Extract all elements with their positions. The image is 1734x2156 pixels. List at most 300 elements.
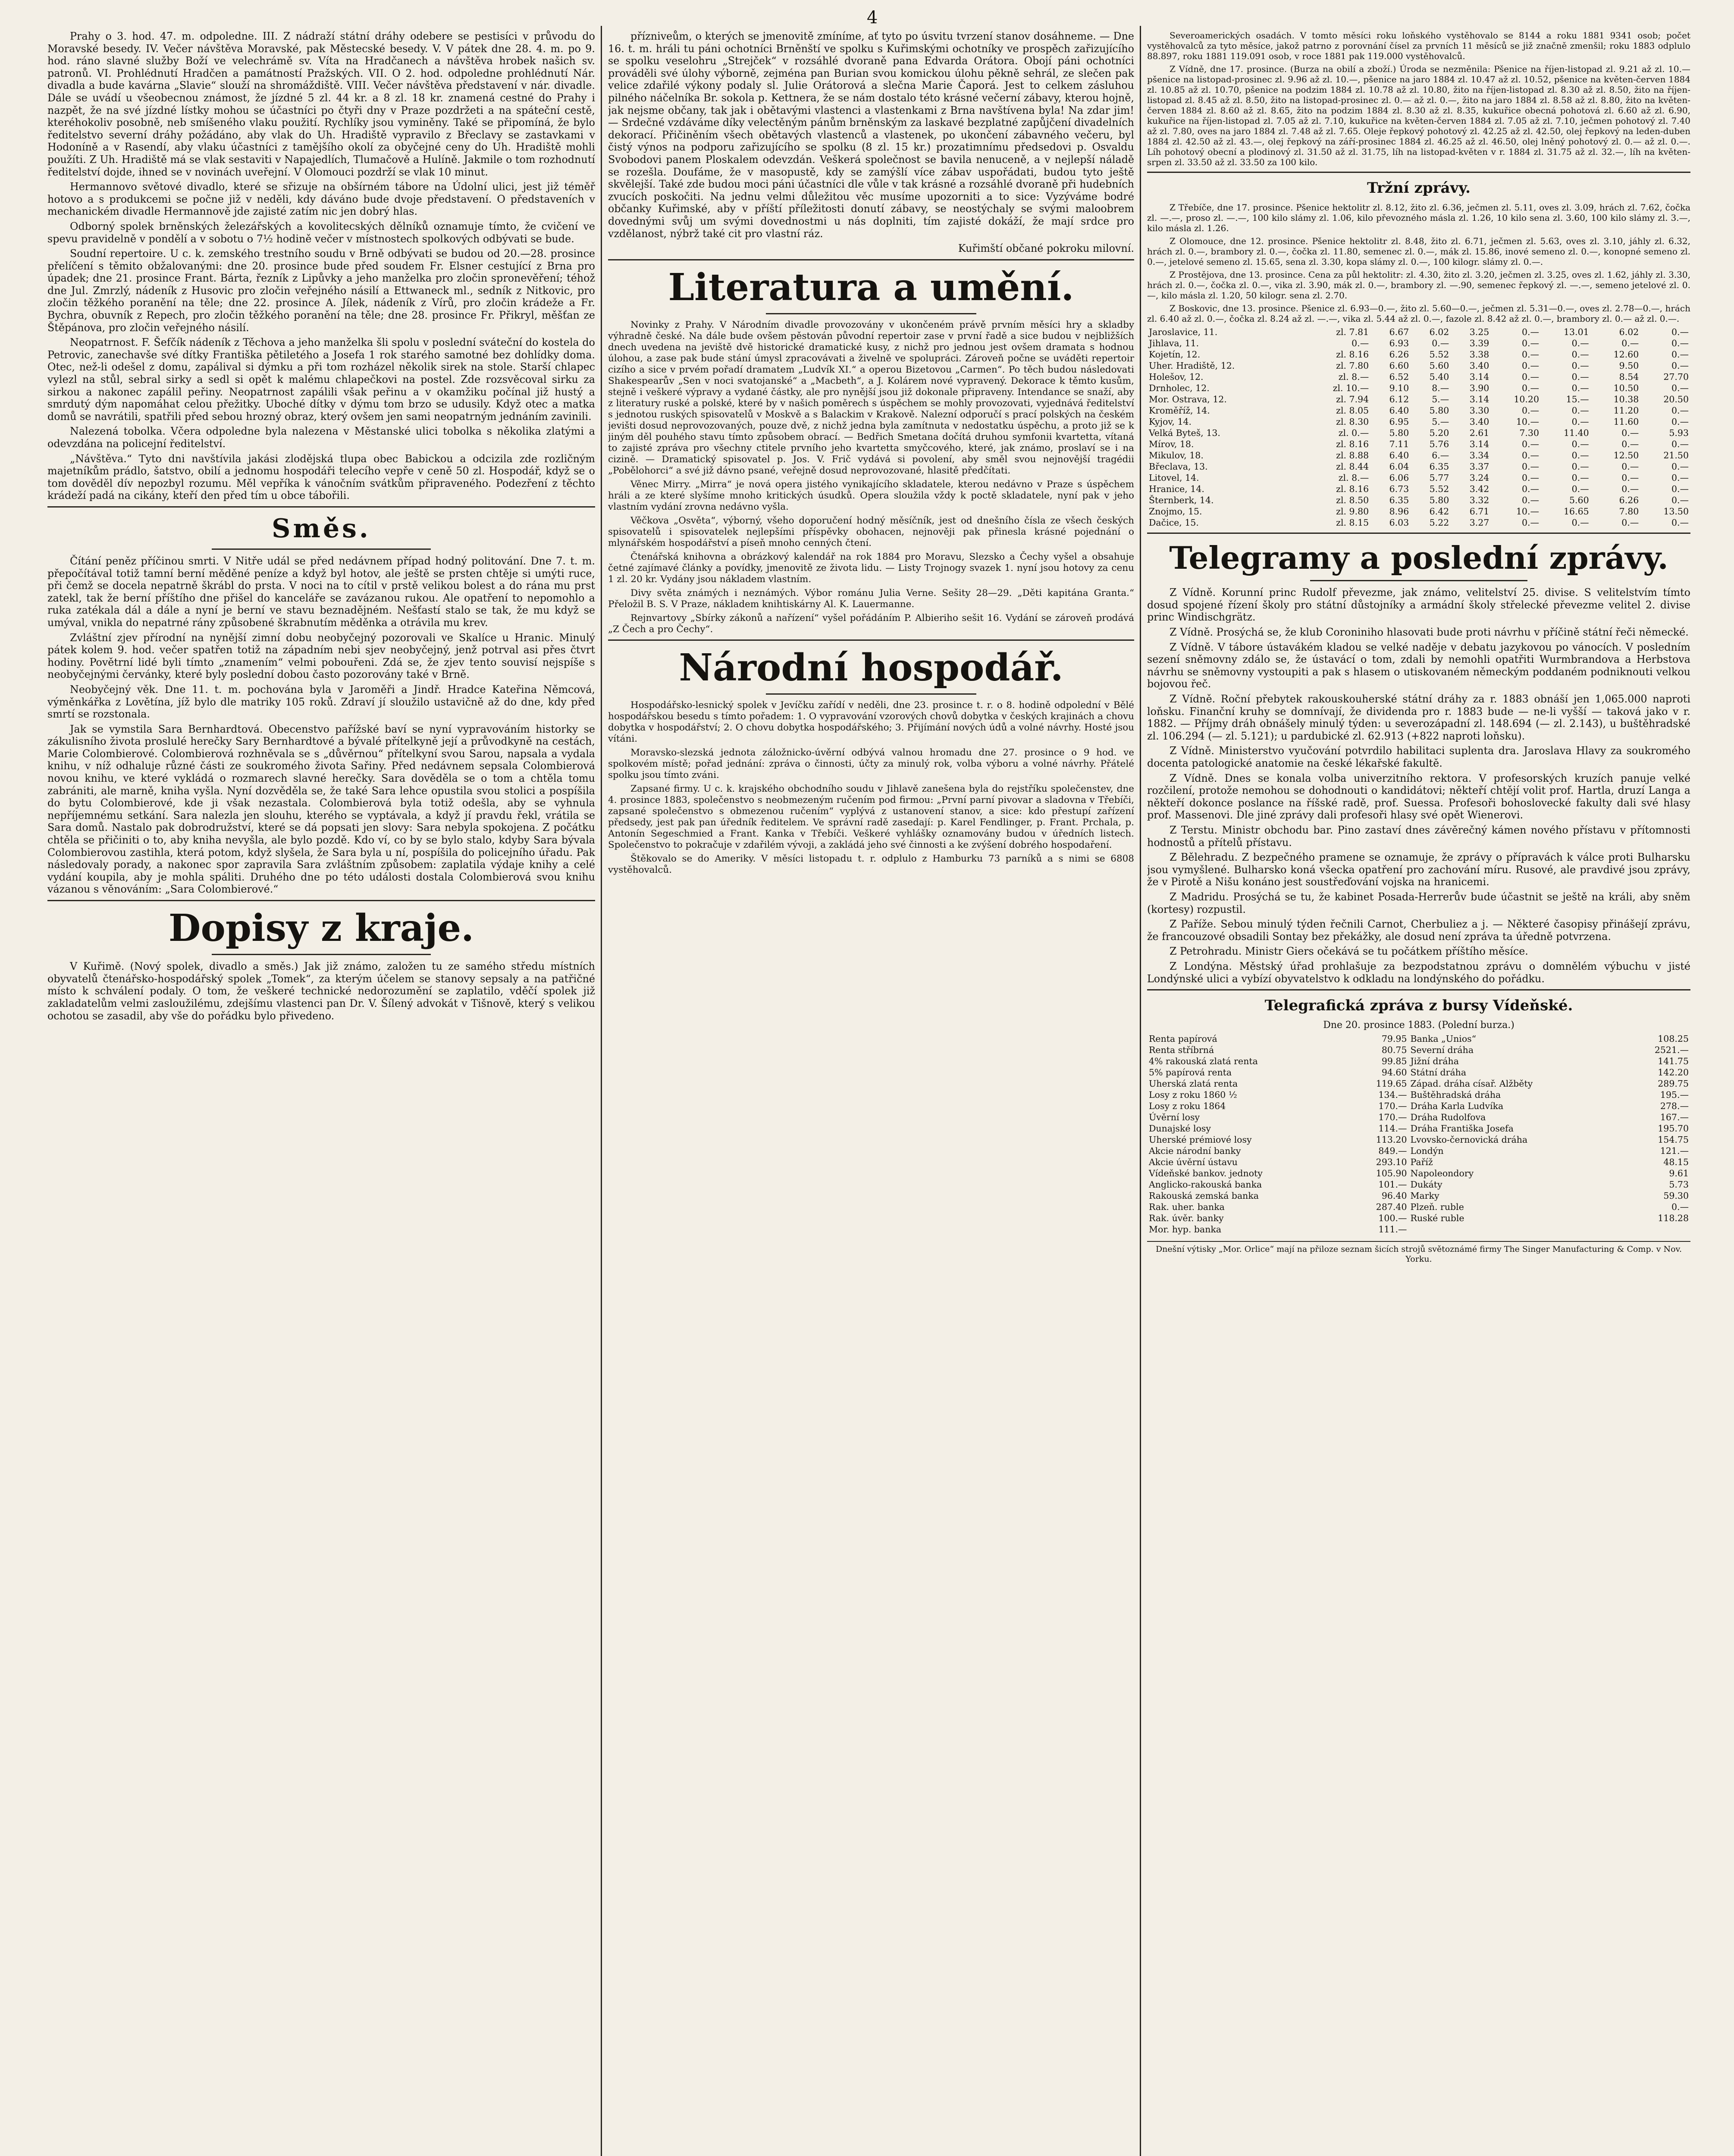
table-cell: 0.— xyxy=(1571,405,1589,416)
table-cell: Rak. uher. banka xyxy=(1149,1201,1225,1212)
table-cell: Akcie úvěrní ústavu xyxy=(1149,1156,1238,1167)
table-cell: 6.02 xyxy=(1619,326,1639,337)
table-cell: Ruské ruble xyxy=(1410,1213,1464,1223)
table-cell: 0.— xyxy=(1571,472,1589,483)
table-cell: 0.— xyxy=(1571,371,1589,382)
table-cell: 10.20 xyxy=(1514,394,1539,404)
paragraph: Z Vídně. Roční přebytek rakouskouherské státní dráhy za r. 1883 obnáší jen 1,065.000 naproti loňsku. Finanční kruhy se domnívají, že dividenda pro r. 1883 bude — ne-li vyšší — taková jako v r. 1882. — Příjmy dráh obnášely minulý týden: u severozápadní zl. 148.694 (— zl. 2.143), u buštěhradské zl. 106.294 (— zl. 5.121); u pardubické zl. 62.913 (+822 naproti loňsku). xyxy=(1147,693,1690,742)
column-rule xyxy=(601,26,602,2156)
table-row xyxy=(1147,1100,1690,1112)
page-mark: 4 xyxy=(867,8,878,28)
table-cell: 6.52 xyxy=(1389,371,1409,382)
table-cell: zl. 9.80 xyxy=(1336,506,1369,517)
table-cell: 0.— xyxy=(1671,338,1689,348)
table-row xyxy=(1147,1112,1690,1123)
table-cell: zl. 8.16 xyxy=(1336,483,1369,494)
table-cell: 0.— xyxy=(1521,371,1539,382)
table-cell: Rak. úvěr. banky xyxy=(1149,1213,1224,1223)
table-cell: 80.75 xyxy=(1381,1044,1407,1055)
table-cell: 195.70 xyxy=(1658,1123,1689,1134)
table-row xyxy=(1147,506,1690,517)
table-cell: zl. 8.16 xyxy=(1336,349,1369,360)
paragraph: Z Olomouce, dne 12. prosince. Pšenice hektolitr zl. 8.48, žito zl. 6.71, ječmen zl. 5.63, oves zl. 3.10, jáhly zl. 6.32, hrách zl. 0.—, brambory zl. 0.—, čočka zl. 11.80, semenec zl. 0.—, mák zl. 15.86, inové semeno zl. 0.—, konopné semeno zl. 0.—, jetelové semeno zl. 15.65, sena zl. 3.30, kopa slámy zl. 0.—, 100 kilogr. slámy zl. 0.—. xyxy=(1147,235,1690,267)
table-cell: 6.12 xyxy=(1389,394,1409,404)
table-cell: 94.60 xyxy=(1381,1067,1407,1078)
table-row xyxy=(1147,1056,1690,1067)
table-cell: 3.34 xyxy=(1469,450,1489,461)
table-cell: 5.73 xyxy=(1669,1179,1689,1190)
table-cell: Jižní dráha xyxy=(1410,1056,1459,1066)
table-cell: 6.60 xyxy=(1389,360,1409,371)
table-cell: 3.14 xyxy=(1469,394,1489,404)
table-cell: 0.— xyxy=(1521,349,1539,360)
paragraph: Z Vídně. Dnes se konala volba univerzitního rektora. V profesorských kruzích panuje velké rozčilení, protože nemohou se dohodnouti o kandidátovi; někteří chtějí volit prof. Hartla, druzí Langa a někteří dokonce poslance na říšské radě, prof. Suessa. Profesoři bohoslovecké fakulty dali své hlasy prof. Massenovi. Dle jiné zprávy dali profesoři hlasy své opět Wienerovi. xyxy=(1147,772,1690,821)
paragraph: Čtenářská knihovna a obrázkový kalendář na rok 1884 pro Moravu, Slezsko a Čechy vyšel a obsahuje četné zajímavé články a povídky, jmenovitě ze života lidu. — Listy Trojnogy svazek 1. nyní jsou hotovy za cenu 1 zl. 20 kr. Vydány jsou nákladem vlastním. xyxy=(608,551,1134,585)
table-cell: 3.14 xyxy=(1469,371,1489,382)
table-cell: 119.65 xyxy=(1376,1078,1407,1089)
table-row xyxy=(1147,371,1690,382)
table-row xyxy=(1147,326,1690,338)
paragraph: Nalezená tobolka. Včera odpoledne byla nalezena v Městanské ulici tobolka s několika zlatými a odevzdána na policejní ředitelství. xyxy=(47,425,595,450)
paragraph: Věčkova „Osvěta“, výborný, všeho doporučení hodný měsíčník, jest od dnešního čísla ze všech českých spisovatelů i spisovatelek nejlepšími příspěvky obohacen, nejnověji pak přinesla krásné pojednání o mlynářském hospodářství a píseň mnoho cenných čtení. xyxy=(608,515,1134,548)
table-row xyxy=(1147,1134,1690,1145)
table-cell: 59.30 xyxy=(1663,1190,1689,1201)
table-cell: 0.— xyxy=(1671,349,1689,360)
table-cell: 7.11 xyxy=(1389,439,1409,449)
table-cell: 287.40 xyxy=(1376,1201,1407,1212)
paragraph: Hermannovo světové divadlo, které se sřizuje na obšírném tábore na Údolní ulici, jest již téměř hotovo a s produkcemi se počne již v neděli, kdy dáváno bude dvoje představení. O představeních v mechanickém divadle Hermannově jde zajisté zatím nic jen dobrý hlas. xyxy=(47,181,595,218)
table-cell: 6.67 xyxy=(1389,326,1409,337)
table-cell: 278.— xyxy=(1660,1100,1689,1111)
table-cell: 3.32 xyxy=(1469,495,1489,505)
table-cell: 0.— xyxy=(1521,382,1539,393)
table-cell: 5.52 xyxy=(1429,349,1449,360)
table-cell: Mor. Ostrava, 12. xyxy=(1149,394,1227,404)
col2-literatura xyxy=(608,320,1134,635)
table-cell: zl. 8.30 xyxy=(1336,416,1369,427)
divider xyxy=(766,313,976,314)
table-cell: 5.40 xyxy=(1429,371,1449,382)
table-row xyxy=(1147,1145,1690,1156)
market-price-table xyxy=(1147,326,1690,528)
table-cell: Hranice, 14. xyxy=(1149,483,1204,494)
table-cell: Západ. dráha císař. Alžběty xyxy=(1410,1078,1533,1089)
table-cell: 0.— xyxy=(1671,416,1689,427)
paragraph: Soudní repertoire. U c. k. zemského trestního soudu v Brně odbývati se budou od 20.—28. prosince přelíčení s těmito obžalovanými: dne 20. prosince bude před soudem Fr. Elsner cestující z Brna pro úpadek; dne 21. prosince Frant. Bárta, řezník z Lipůvky a jeho manželka pro zločin spronevěření; téhož dne Jul. Zmrzlý, nádeník z Husovic pro zločin veřejného násilí a Ettwaneck ml., sedník z Nitkovic, pro zločin těžkého poranění na těle; dne 22. prosince A. Jílek, nádeník z Vírů, pro zločin krádeže a Fr. Bychra, obuvník z Repech, pro zločin těžkého poranění na těle; dne 28. prosince Fr. Přikryl, měšťan ze Štěpánova, pro zločin veřejného násilí. xyxy=(47,248,595,334)
table-cell: 6.35 xyxy=(1389,495,1409,505)
table-row xyxy=(1147,405,1690,416)
table-cell: 0.— xyxy=(1571,450,1589,461)
table-cell: 5.80 xyxy=(1429,495,1449,505)
signature-line: Kuřimští občané pokroku milovní. xyxy=(958,242,1134,255)
table-cell: 0.— xyxy=(1621,338,1639,348)
table-row xyxy=(1147,1067,1690,1078)
paragraph: Z Třebíče, dne 17. prosince. Pšenice hektolitr zl. 8.12, žito zl. 6.36, ječmen zl. 5.11, oves zl. 3.09, hrách zl. 7.62, čočka zl. —.—, proso zl. —.—, 100 kilo slámy zl. 1.06, kilo převozného másla zl. 1.26, 10 kilo sena zl. 3.60, 100 kilo slámy zl. 3.—, kilo másla zl. 1.26. xyxy=(1147,202,1690,233)
table-cell: 11.40 xyxy=(1563,427,1589,438)
divider xyxy=(47,506,595,508)
table-cell: zl. 7.94 xyxy=(1336,394,1369,404)
table-cell: 0.— xyxy=(1521,450,1539,461)
paragraph: Z Prostějova, dne 13. prosince. Cena za půl hektolitr: zl. 4.30, žito zl. 3.20, ječmen zl. 3.25, oves zl. 1.62, jáhly zl. 3.30, hrách zl. 0.—, čočka zl. 0.—, vika zl. 3.90, mák zl. 0.—, brambory zl. —.90, semenec řepkový zl. —.—, semeno jetelové zl. 0.—, kilo másla zl. 1.20, 50 kilogr. sena zl. 2.70. xyxy=(1147,269,1690,301)
table-cell: Plzeň. ruble xyxy=(1410,1201,1464,1212)
table-cell: 0.— xyxy=(1621,472,1639,483)
table-cell: Dráha Karla Ludvíka xyxy=(1410,1100,1504,1111)
divider xyxy=(212,954,431,955)
table-cell: Renta papírová xyxy=(1149,1033,1217,1044)
table-cell: 100.— xyxy=(1378,1213,1407,1223)
table-cell: Uher. Hradiště, 12. xyxy=(1149,360,1235,371)
table-cell: 6.71 xyxy=(1469,506,1489,517)
table-cell: 79.95 xyxy=(1381,1033,1407,1044)
table-cell: Dunajské losy xyxy=(1149,1123,1211,1134)
col3-top xyxy=(1147,30,1690,167)
table-cell: Drnholec, 12. xyxy=(1149,382,1210,393)
table-cell: 5.60 xyxy=(1569,495,1589,505)
table-cell: 3.14 xyxy=(1469,439,1489,449)
table-cell: 0.— xyxy=(1571,338,1589,348)
table-cell: Rakouská zemská banka xyxy=(1149,1190,1259,1201)
table-cell: zl. 8.— xyxy=(1338,472,1369,483)
table-cell: 96.40 xyxy=(1381,1190,1407,1201)
paragraph: „Návštěva.“ Tyto dni navštívila jakási zlodějská tlupa obec Babickou a odcizila zde rozličným majetníkům prádlo, šatstvo, obilí a jednomu hospodáři telecího vepře v ceně 50 zl. Hospodář, když se o tom dověděl dív nepozbyl rozumu. Měl vepříka k vánočním svátkům připraveného. Podezření z těchto krádeží padá na cikány, kteří den před tím u obce tábořili. xyxy=(47,452,595,502)
table-cell: 111.— xyxy=(1378,1224,1407,1235)
table-row xyxy=(1147,472,1690,483)
table-cell: 6.35 xyxy=(1429,461,1449,472)
table-cell: 3.25 xyxy=(1469,326,1489,337)
table-cell: 12.60 xyxy=(1613,349,1639,360)
table-cell: Anglicko-rakouská banka xyxy=(1149,1179,1262,1190)
table-cell: 0.— xyxy=(1432,338,1449,348)
advertisement-notice: Dnešní výtisky „Mor. Orlice“ mají na přiloze seznam šicích strojů světoznámé firmy The Singer Manufacturing & Comp. v Nov. Yorku. xyxy=(1147,1241,1690,1267)
table-cell: zl. 8.16 xyxy=(1336,439,1369,449)
table-cell: 0.— xyxy=(1521,326,1539,337)
paragraph: Z Bělehradu. Z bezpečného pramene se oznamuje, že zprávy o přípravách k válce proti Bulharsku jsou vymyšlené. Bulharsko koná všecka opatření pro zachování míru. Rusové, ale pravdivé jsou zprávy, že v Pirotě a Nišu konáno jest soustřeďování vojska na hranicemi. xyxy=(1147,851,1690,888)
column-1 xyxy=(47,30,595,2156)
divider xyxy=(608,259,1134,260)
paragraph: Neopatrnost. F. Šefčík nádeník z Těchova a jeho manželka šli spolu v poslední sváteční do kostela do Petrovic, zanechavše své dítky Františka pětiletého a Josefa 1 rok starého samotné bez dohlídky doma. Otec, než-li odešel z domu, zapálival si dýmku a při tom rozházel několik sirek na stole. Starší chlapec vylezl na stůl, sebral sirky a sedl si opět k malému chlapečkovi na postel. Zde rozsvěcoval sirku za sirkou a nakonec zapálil peřiny. Neopatrnost zapálili však peřinu a v okamžiku počínal již hustý a smrdutý dým napomáhat celou přežitky. Uboché dítky v dýmu tom brzo se udusily. Když otec a matka domů se navrátili, spatřili před sebou hrozný obraz, který ovšem jen sami neopatrným jednáním zavinili. xyxy=(47,336,595,423)
table-cell: Lvovsko-černovická dráha xyxy=(1410,1134,1528,1145)
table-cell: 8.96 xyxy=(1389,506,1409,517)
table-cell: 118.28 xyxy=(1658,1213,1689,1223)
section-heading-dopisy: Dopisy z kraje. xyxy=(168,906,474,950)
table-row xyxy=(1147,1168,1690,1179)
table-cell: 10.38 xyxy=(1613,394,1639,404)
paragraph: Štěkovalo se do Ameriky. V měsíci listopadu t. r. odplulo z Hamburku 73 parníků a s nimi se 6808 vystěhovalců. xyxy=(608,853,1134,876)
table-cell: Vídeňské bankov. jednoty xyxy=(1149,1168,1263,1178)
table-cell: 0.— xyxy=(1671,483,1689,494)
table-cell: 8.54 xyxy=(1619,371,1639,382)
table-cell: 0.— xyxy=(1571,517,1589,528)
table-row xyxy=(1147,338,1690,349)
table-cell: 0.— xyxy=(1521,439,1539,449)
table-cell: Banka „Unios“ xyxy=(1410,1033,1477,1044)
table-cell: zl. 8.— xyxy=(1338,371,1369,382)
table-cell: Mikulov, 18. xyxy=(1149,450,1204,461)
table-cell: 3.30 xyxy=(1469,405,1489,416)
table-cell: 0.— xyxy=(1521,517,1539,528)
table-cell: 167.— xyxy=(1660,1112,1689,1122)
table-cell: 99.85 xyxy=(1381,1056,1407,1066)
table-row xyxy=(1147,1201,1690,1213)
table-cell: Kyjov, 14. xyxy=(1149,416,1192,427)
paragraph: Divy světa známých i neznámých. Výbor románu Julia Verne. Sešity 28—29. „Děti kapitána Granta.“ Přeložil B. S. V Praze, nákladem knihtiskárny Al. K. Lauermanne. xyxy=(608,587,1134,610)
table-cell: Kroměříž, 14. xyxy=(1149,405,1210,416)
table-cell: Jihlava, 11. xyxy=(1149,338,1199,348)
table-cell: zl. 8.44 xyxy=(1336,461,1369,472)
table-row xyxy=(1147,382,1690,394)
table-cell: Státní dráha xyxy=(1410,1067,1467,1078)
table-cell: 5.— xyxy=(1432,394,1449,404)
table-cell: 5.80 xyxy=(1429,405,1449,416)
col1-news xyxy=(47,30,595,502)
table-row xyxy=(1147,349,1690,360)
table-cell: 293.10 xyxy=(1376,1156,1407,1167)
paragraph: Severoamerických osadách. V tomto měsíci roku loňského vystěhovalo se 8144 a roku 1881 9341 osob; počet vystěhovalců za tyto měsíce, jakož patrno z porovnání čísel za prvních 11 měsíců se již značně zmenšil; roku 1883 odplulo 88.897, roku 1881 119.091 osob, v roce 1881 pak 119.000 vystěhovalců. xyxy=(1147,30,1690,61)
table-cell: Uherská zlatá renta xyxy=(1149,1078,1238,1089)
table-cell: zl. 8.50 xyxy=(1336,495,1369,505)
table-cell: 0.— xyxy=(1521,360,1539,371)
table-cell: 3.40 xyxy=(1469,360,1489,371)
table-cell: 0.— xyxy=(1571,483,1589,494)
table-cell: 5.77 xyxy=(1429,472,1449,483)
table-cell: 0.— xyxy=(1671,495,1689,505)
table-cell: Napoleondory xyxy=(1410,1168,1474,1178)
table-cell: 27.70 xyxy=(1663,371,1689,382)
table-cell: 5.93 xyxy=(1669,427,1689,438)
table-cell: 0.— xyxy=(1571,439,1589,449)
paragraph: přízniveům, o kterých se jmenovitě zmíníme, ať tyto po úsvitu tvrzení stanov dosáhneme. — Dne 16. t. m. hráli tu páni ochotníci Brněnští ve spolku s Kuřimskými ochotníky ve prospěch zařizujícího se spolku veselohru „Strejček“ v rozsáhlé dvoraně pana Edvarda Orátora. Obojí páni ochotníci prováděli své úlohy výborně, zejména pan Burian svou komickou úlohu pěkně sehrál, ze slečen pak velice zdařilé výkony podaly sl. Julie Orátorová a slečna Marie Čaporá. Jest to celkem zásluhou pilného náčelníka Br. sokola p. Kettnera, že se nám dostalo této krásné večerní zábavy, kterou hojně, jak nejsme občany, tak jak i obětavými vlastenci a vlastenkami z Brna navštívena byla! Na zdar jim! — Srdečné vzdáváme díky velectěným pánům brněnským za laskavé bezplatné zapůjčení divadelních dekorací. Přičiněním všech obětavých vlastenců a vlastenek, po ukončení zábavného večeru, byl čistý výnos na podporu zařizujícího se spolku (8 zl. 15 kr.) prozatimnímu předsedovi p. Osvaldu Svobodovi panem Ploskalem odevzdán. Veškerá společnost se bavila nenuceně, a v nejlepší náladě se rozešla. Doufáme, že v masopustě, kdy se zamýšlí více zábav uspořádati, budou tyto ještě skvělejší. Také zde budou moci páni účastníci dle vůle v tak krásné a rozsáhlé dvoraně při hudebních zvucích poskočiti. Na jednu velmi důležitou věc musíme upozorniti a to sice: Vyzýváme bodré občanky Kuřimské, aby v příští příležitosti donutí zábavy, se neostýchaly se svými maloobrem dovednými svůj um svými dovednostmi u nás doplniti, tím zajisté dokáží, že mají srdce pro vzdělanost, nýbrž také cit pro vlastní ráz. xyxy=(608,30,1134,240)
table-cell: 170.— xyxy=(1378,1100,1407,1111)
paragraph: Z Paříže. Sebou minulý týden řečnili Carnot, Cherbuliez a j. — Některé časopisy přinášejí zprávu, že francouzové obsadili Sontay bez překážky, ale dosud není zpráva ta úředně potvrzena. xyxy=(1147,918,1690,943)
table-cell: 13.50 xyxy=(1663,506,1689,517)
table-row xyxy=(1147,1190,1690,1201)
paragraph: Z Boskovic, dne 13. prosince. Pšenice zl. 6.93—0.—, žito zl. 5.60—0.—, ječmen zl. 5.31—0.—, oves zl. 2.78—0.—, hrách zl. 6.40 až zl. 0.—, čočka zl. 8.24 až zl. —.—, vika zl. 5.44 až zl. 0.—, fazole zl. 8.42 až zl. 0.—, brambory zl. 0.— až zl. 0.—. xyxy=(1147,303,1690,324)
paragraph: Z Vídně. Korunní princ Rudolf převezme, jak známo, velitelství 25. divise. S velitelstvím tímto dosud spojené řízení školy pro státní důstojníky a armádní školy střelecké převezme velitel 2. divise princ Windischgrätz. xyxy=(1147,586,1690,624)
table-cell: Londýn xyxy=(1410,1145,1444,1156)
table-cell: 6.04 xyxy=(1389,461,1409,472)
section-heading-telegramy: Telegramy a poslední zprávy. xyxy=(1169,539,1668,576)
table-cell: Znojmo, 15. xyxy=(1149,506,1202,517)
table-row xyxy=(1147,427,1690,439)
paragraph: Čítání peněz příčinou smrti. V Nitře udál se před nedávnem případ hodný politování. Dne 7. t. m. přepočítával totiž tamní berní měděné peníze a když byl hotov, ale ještě se prsten chtěje si umýti ruce, při čemž se docela nepatrně škrábl do prsta. V noci na to cítil v prstě velikou bolest a do rána mu prst zatekl, tak že berní příštího dne přišel do kanceláře se zavázanou rukou. Ale opatření to nepomohlo a ruka zatékala dál a dále a nyní je berní ve stavu beznadějném. Nešťastí stalo se tak, že mu když se umýval, vnikla do nepatrné rány způsobené škrabnutím měděnka a otrávila mu krev. xyxy=(47,555,595,629)
table-row xyxy=(1147,1078,1690,1089)
paragraph: Novinky z Prahy. V Národním divadle provozovány v ukončeném právě prvním měsíci hry a skladby výhradně české. Na dále bude ovšem pěstován původní repertoir zase v první řadě a sice budou v nejbližších dnech uvedena na jeviště dvě historické dramatické kusy, z nichž pro jednou jest ovšem dramata s hodnou úlohou, a zase pak bude stání úmysl zpracovávati a živelně ve spolupráci. Zároveň počne se uváděti repertoir cizího a sice v prvém pořadí dramatem „Ludvík XI.“ a operou Bizetovou „Carmen“. Po těch budou následovati Shakespearův „Sen v noci svatojanské“ a „Macbeth“, a J. Kolárem nové vypravený. Dekorace k těmto kusům, stejně i veškeré výpravy a vydané částky, ale pro nynější jsou již dokonale připraveny. Intendance se snaží, aby z literatury ruské a polské, které by v našich poměrech s úspěchem se mohly provozovati, vyjednává ředitelství s jednotou ruských spisovatelů v Moskvě a s Balackim v Krakově. Nalezní odporučí s prací polských na českém jevišti dosud neprovozovaných, pouze dvě, z nichž jedna byla zamítnuta v nedostatku úspěchu, a proto již se k jiným děl pouhého stavu tímto způsobem obrací. — Bedřich Smetana dočítá druhou symfonii kvartetta, vítaná to zajisté zpráva pro všechny ctitele prvního jeho kvartetta smyčcového, které, jak známo, proslaví se i na cizině. — Dramatický spisovatel p. Jos. V. Frič vydává si povolení, aby směl svou nejnovější tragédii „Pobělohorci“ a své již dávno psané, veřejně dosud neprovozované, hlasitě předčítati. xyxy=(608,319,1134,476)
column-rule xyxy=(1140,26,1141,2156)
paragraph: Z Londýna. Městský úřad prohlašuje za bezpodstatnou zprávu o domnělém výbuchu v jisté Londýnské ulici a vybízí obyvatelstvo k odkladu na londýnského do pořádku. xyxy=(1147,960,1690,985)
table-row xyxy=(1147,1089,1690,1100)
table-cell: 6.73 xyxy=(1389,483,1409,494)
paragraph: Rejnvartovy „Sbírky zákonů a nařízení“ vyšel pořádáním P. Albieriho sešit 16. Vydání se zároveň prodává „Z Čech a pro Čechy“. xyxy=(608,612,1134,635)
table-cell: Dráha Františka Josefa xyxy=(1410,1123,1514,1134)
paragraph: Z Vídně. V tábore ústavákém kladou se velké naděje v debatu jazykovou po vánocích. V posledním sezení sněmovny zdálo se, že ústavácí o tom, zdali by nemohli opatřiti Wurmbrandova a Herbstova návrhu se sněmovny vystoupiti a pak s hlasem o utiskovaném německým poddaném podniknouti velkou bojovou řeč. xyxy=(1147,641,1690,690)
table-cell: 0.— xyxy=(1521,405,1539,416)
table-cell: 20.50 xyxy=(1663,394,1689,404)
table-cell: 3.42 xyxy=(1469,483,1489,494)
paragraph: Odborný spolek brněnských železářských a kovolitecských dělníků oznamuje tímto, že cvičení ve spevu pravidelně v pondělí a v sobotu o 7½ hodině večer v místnostech spolkových odbývati se bude. xyxy=(47,220,595,245)
table-cell: 9.10 xyxy=(1389,382,1409,393)
table-cell: 105.90 xyxy=(1376,1168,1407,1178)
table-cell: 5.76 xyxy=(1429,439,1449,449)
table-cell: 6.26 xyxy=(1619,495,1639,505)
paragraph: Jak se vymstila Sara Bernhardtová. Obecenstvo pařížské baví se nyní vypravováním historky se zákulisního života proslulé herečky Sary Bernhardtové a bývalé přítelkyně její a průvodkyně na cestách, Marie Colombierové. Colombierová rozhněvala se s „důvěrnou“ přítelkyní svou Sarou, napsala a vydala knihu, v níž odhaluje různé části ze soukromého života Sařiny. Před nedávnem sepsala Colombierová novou knihu, ve které vykládá o rozmarech slavné herečky. Sara dověděla se o tom a chtěla tomu zabrániti, ale marně, kniha vyšla. Nyní dozvěděla se, že také Sara lehce opustila svou stolici a pospíšila do bytu Colombierové, kde ji však nezastala. Colombierová byla totiž odešla, aby se vyhnula nepříjemnému setkání. Sara nalezla jen slouhu, kterého se vyptávala, a když jí pravdu řekl, vrátila se Sara domů. Nastalo pak dobrodružství, které se dá popsati jen slovy: Sara nebyla spokojena. Z počátku chtěla se přičiniti o to, aby kniha nevyšla, ale bylo pozdě. Kdo ví, co by se bylo stalo, kdyby Sara bývala Colombierovou zastihla, která potom, když slyšela, že Sara byla u ní, pospíšila do policejního úřadu. Pak následovaly porady, a nakonec spor zapravila Sara zvláštním způsobem: zaplatila výdaje knihy a celé vydání koupila, aby je mohla spáliti. Druhého dne po této události dostala Colombierová svou knihu vázanou s věnováním: „Sara Colombierové.“ xyxy=(47,723,595,896)
table-cell: zl. 8.88 xyxy=(1336,450,1369,461)
paragraph: Z Terstu. Ministr obchodu bar. Pino zastaví dnes závěrečný kámen nového přístavu v přítomnosti hodnostů a přítelů přístavu. xyxy=(1147,824,1690,849)
table-cell: 6.95 xyxy=(1389,416,1409,427)
paragraph: Moravsko-slezská jednota záložnicko-úvěrní odbývá valnou hromadu dne 27. prosince o 9 hod. ve spolkovém místě; pořad jednání: zpráva o činnosti, účty za minulý rok, volba výboru a volné návrhy. Přátelé spolku jsou tímto zváni. xyxy=(608,747,1134,781)
table-row xyxy=(1147,1224,1690,1235)
table-cell: 6.93 xyxy=(1389,338,1409,348)
table-cell: Šternberk, 14. xyxy=(1149,495,1214,505)
table-cell: 15.— xyxy=(1566,394,1589,404)
table-cell: 170.— xyxy=(1378,1112,1407,1122)
table-cell: Losy z roku 1864 xyxy=(1149,1100,1226,1111)
table-cell: 0.— xyxy=(1671,382,1689,393)
col1-dopisy xyxy=(47,960,595,1022)
col2-continuation xyxy=(608,30,1134,255)
table-cell: Akcie národní banky xyxy=(1149,1145,1241,1156)
table-row xyxy=(1147,1123,1690,1134)
table-cell: Mor. hyp. banka xyxy=(1149,1224,1222,1235)
table-row xyxy=(1147,450,1690,461)
divider xyxy=(1310,580,1527,581)
paragraph: Z Petrohradu. Ministr Giers očekává se tu počátkem příštího měsíce. xyxy=(1170,945,1528,958)
table-cell: 0.— xyxy=(1671,439,1689,449)
table-row xyxy=(1147,517,1690,528)
table-cell: Litovel, 14. xyxy=(1149,472,1199,483)
table-cell: 0.— xyxy=(1521,338,1539,348)
table-cell: 0.— xyxy=(1621,483,1639,494)
table-cell: 0.— xyxy=(1521,483,1539,494)
table-cell: Renta stříbrná xyxy=(1149,1044,1214,1055)
burza-subtitle: Dne 20. prosince 1883. (Polední burza.) xyxy=(1323,1019,1515,1031)
table-cell: Severní dráha xyxy=(1410,1044,1474,1055)
table-cell: 6.02 xyxy=(1429,326,1449,337)
table-cell: 5% papírová renta xyxy=(1149,1067,1232,1078)
table-row xyxy=(1147,1213,1690,1224)
table-cell: Losy z roku 1860 ½ xyxy=(1149,1089,1237,1100)
paragraph: Z Vídně, dne 17. prosince. (Burza na obilí a zboží.) Úroda se nezměnila: Pšenice na říjen-listopad zl. 9.21 až zl. 10.— pšenice na listopad-prosinec zl. 9.96 až zl. 10.—, pšenice na jaro 1884 zl. 10.47 až zl. 10.52, pšenice na květen-červen 1884 zl. 10.85 až zl. 10.70, pšenice na podzim 1884 zl. 10.78 až zl. 10.80, žito na říjen-listopad zl. 8.30 až zl. 8.50, žito na říjen-listopad zl. 8.45 až zl. 8.50, žito na listopad-prosinec zl. 0.— až zl. 0.—, žito na jaro 1884 zl. 8.58 až zl. 8.80, žito na květen-červen 1884 zl. 8.60 až zl. 8.65, žito na podzim 1884 zl. 8.30 až zl. 8.35, kukuřice obecná pohotová zl. 6.60 až zl. 6.90, kukuřice na říjen-listopad zl. 7.05 až zl. 7.10, kukuřice na květen-červen 1884 zl. 7.05 až zl. 7.10, ječmen pohotový zl. 7.40 až zl. 7.80, oves na jaro 1884 zl. 7.48 až zl. 7.65. Oleje řepkový pohotový zl. 42.25 až zl. 42.50, olej řepkový na leden-duben 1884 zl. 42.50 až zl. 43.—, olej řepkový na září-prosinec 1884 zl. 46.25 až zl. 46.50, olej lněný pohotový zl. 0.— až zl. 0.—. Líh pohotový obecní a plodinový zl. 31.50 až zl. 31.75, líh na listopad-květen v r. 1884 zl. 31.75 až zl. 32.—, líh na květen-srpen zl. 33.50 až zl. 33.50 za 100 kilo. xyxy=(1147,64,1690,167)
table-row xyxy=(1147,439,1690,450)
table-cell: Holešov, 12. xyxy=(1149,371,1204,382)
table-cell: Buštěhradská dráha xyxy=(1410,1089,1501,1100)
table-cell: zl. 8.15 xyxy=(1336,517,1369,528)
table-row xyxy=(1147,483,1690,495)
table-cell: 0.— xyxy=(1571,416,1589,427)
paragraph: Z Vídně. Ministerstvo vyučování potvrdilo habilitaci suplenta dra. Jaroslava Hlavy za soukromého docenta patologické anatomie na české lékařské fakultě. xyxy=(1147,745,1690,769)
table-cell xyxy=(1626,1224,1690,1235)
table-cell: 7.30 xyxy=(1519,427,1539,438)
table-cell: 2.61 xyxy=(1469,427,1489,438)
table-cell: Kojetín, 12. xyxy=(1149,349,1201,360)
table-cell: zl. 7.80 xyxy=(1336,360,1369,371)
table-cell: 0.— xyxy=(1621,439,1639,449)
column-2 xyxy=(608,30,1134,2156)
table-cell: 9.61 xyxy=(1669,1168,1689,1178)
divider xyxy=(608,639,1134,641)
table-cell: 12.50 xyxy=(1613,450,1639,461)
table-cell: 21.50 xyxy=(1663,450,1689,461)
table-cell: 5.20 xyxy=(1429,427,1449,438)
paragraph: Neobyčejný věk. Dne 11. t. m. pochována byla v Jaroměři a Jindř. Hradce Kateřina Němcová, výměnkářka z Lovětína, jíž bylo dle matriky 105 roků. Zdraví jí sloužilo ustavičně až do dne, kdy před smrtí se rozstonala. xyxy=(47,683,595,721)
exchange-table xyxy=(1147,1033,1690,1235)
table-cell: 5.60 xyxy=(1429,360,1449,371)
table-cell: 6.42 xyxy=(1429,506,1449,517)
table-cell: Jaroslavice, 11. xyxy=(1149,326,1218,337)
table-cell: 0.— xyxy=(1521,461,1539,472)
table-cell: 6.— xyxy=(1432,450,1449,461)
divider xyxy=(1147,989,1690,990)
divider xyxy=(212,548,431,550)
table-cell: 16.65 xyxy=(1563,506,1589,517)
table-cell: 113.20 xyxy=(1376,1134,1407,1145)
table-cell: 8.— xyxy=(1432,382,1449,393)
table-cell: 6.26 xyxy=(1389,349,1409,360)
table-cell: 121.— xyxy=(1660,1145,1689,1156)
table-cell: zl. 7.81 xyxy=(1336,326,1369,337)
table-cell: 0.— xyxy=(1671,1201,1689,1212)
table-cell: 0.— xyxy=(1671,360,1689,371)
section-heading-narodni-hospodar: Národní hospodář. xyxy=(679,646,1063,689)
table-cell: 195.— xyxy=(1660,1089,1689,1100)
table-cell: 10.— xyxy=(1516,506,1539,517)
divider xyxy=(1147,172,1690,173)
table-cell: 114.— xyxy=(1378,1123,1407,1134)
table-cell: 0.— xyxy=(1671,472,1689,483)
table-row xyxy=(1147,1179,1690,1190)
table-cell: 0.— xyxy=(1621,461,1639,472)
table-cell: 141.75 xyxy=(1658,1056,1689,1066)
table-cell: 11.60 xyxy=(1613,416,1639,427)
paragraph: Z Madridu. Prosýchá se tu, že kabinet Posada-Herrerův bude účastnit se ještě na králi, aby sněm (kortesy) rozpustil. xyxy=(1147,890,1690,915)
section-heading-burza: Telegrafická zpráva z bursy Vídeňské. xyxy=(1264,997,1573,1015)
table-cell: 0.— xyxy=(1671,517,1689,528)
table-cell: Velká Byteš, 13. xyxy=(1149,427,1220,438)
table-cell: 2521.— xyxy=(1654,1044,1689,1055)
table-cell: 3.38 xyxy=(1469,349,1489,360)
table-cell: 7.80 xyxy=(1619,506,1639,517)
table-cell: 48.15 xyxy=(1663,1156,1689,1167)
table-cell: 0.— xyxy=(1571,461,1589,472)
table-cell: 134.— xyxy=(1378,1089,1407,1100)
col3-telegramy xyxy=(1147,586,1690,985)
divider xyxy=(1147,533,1690,534)
section-heading-literatura: Literatura a umění. xyxy=(668,265,1074,309)
col2-narodni xyxy=(608,700,1134,876)
table-row xyxy=(1147,495,1690,506)
table-cell: 289.75 xyxy=(1658,1078,1689,1089)
table-cell: 11.20 xyxy=(1613,405,1639,416)
table-cell: 5.— xyxy=(1432,416,1449,427)
table-cell: 6.06 xyxy=(1389,472,1409,483)
table-cell: 3.40 xyxy=(1469,416,1489,427)
col3-trzni xyxy=(1147,202,1690,324)
table-cell: Mírov, 18. xyxy=(1149,439,1194,449)
table-cell: 5.80 xyxy=(1389,427,1409,438)
table-cell: Úvěrní losy xyxy=(1149,1112,1200,1122)
table-cell: 3.24 xyxy=(1469,472,1489,483)
table-cell: 5.52 xyxy=(1429,483,1449,494)
table-cell: Marky xyxy=(1410,1190,1439,1201)
paragraph: Zvláštní zjev přírodní na nynější zimní dobu neobyčejný pozorovali ve Skalíce u Hranic. Minulý pátek kolem 9. hod. večer spatřen totiž na západním nebi sjev neobyčejný, jenž potrval asi přes čtvrt hodiny. Povětrní lidé byli tímto „znamením“ velmi pobouřeni. Zdá se, že zjev tento souvisí nejspíše s neobyčejnými červánky, které byly poslední dobou často pozorovány také v Brně. xyxy=(47,631,595,681)
table-cell: 6.03 xyxy=(1389,517,1409,528)
table-cell: zl. 8.05 xyxy=(1336,405,1369,416)
table-cell: 3.37 xyxy=(1469,461,1489,472)
table-row xyxy=(1147,1156,1690,1168)
table-cell: Břeclava, 13. xyxy=(1149,461,1208,472)
table-cell: 0.— xyxy=(1571,360,1589,371)
col1-smes xyxy=(47,555,595,896)
table-cell: 0.— xyxy=(1621,517,1639,528)
